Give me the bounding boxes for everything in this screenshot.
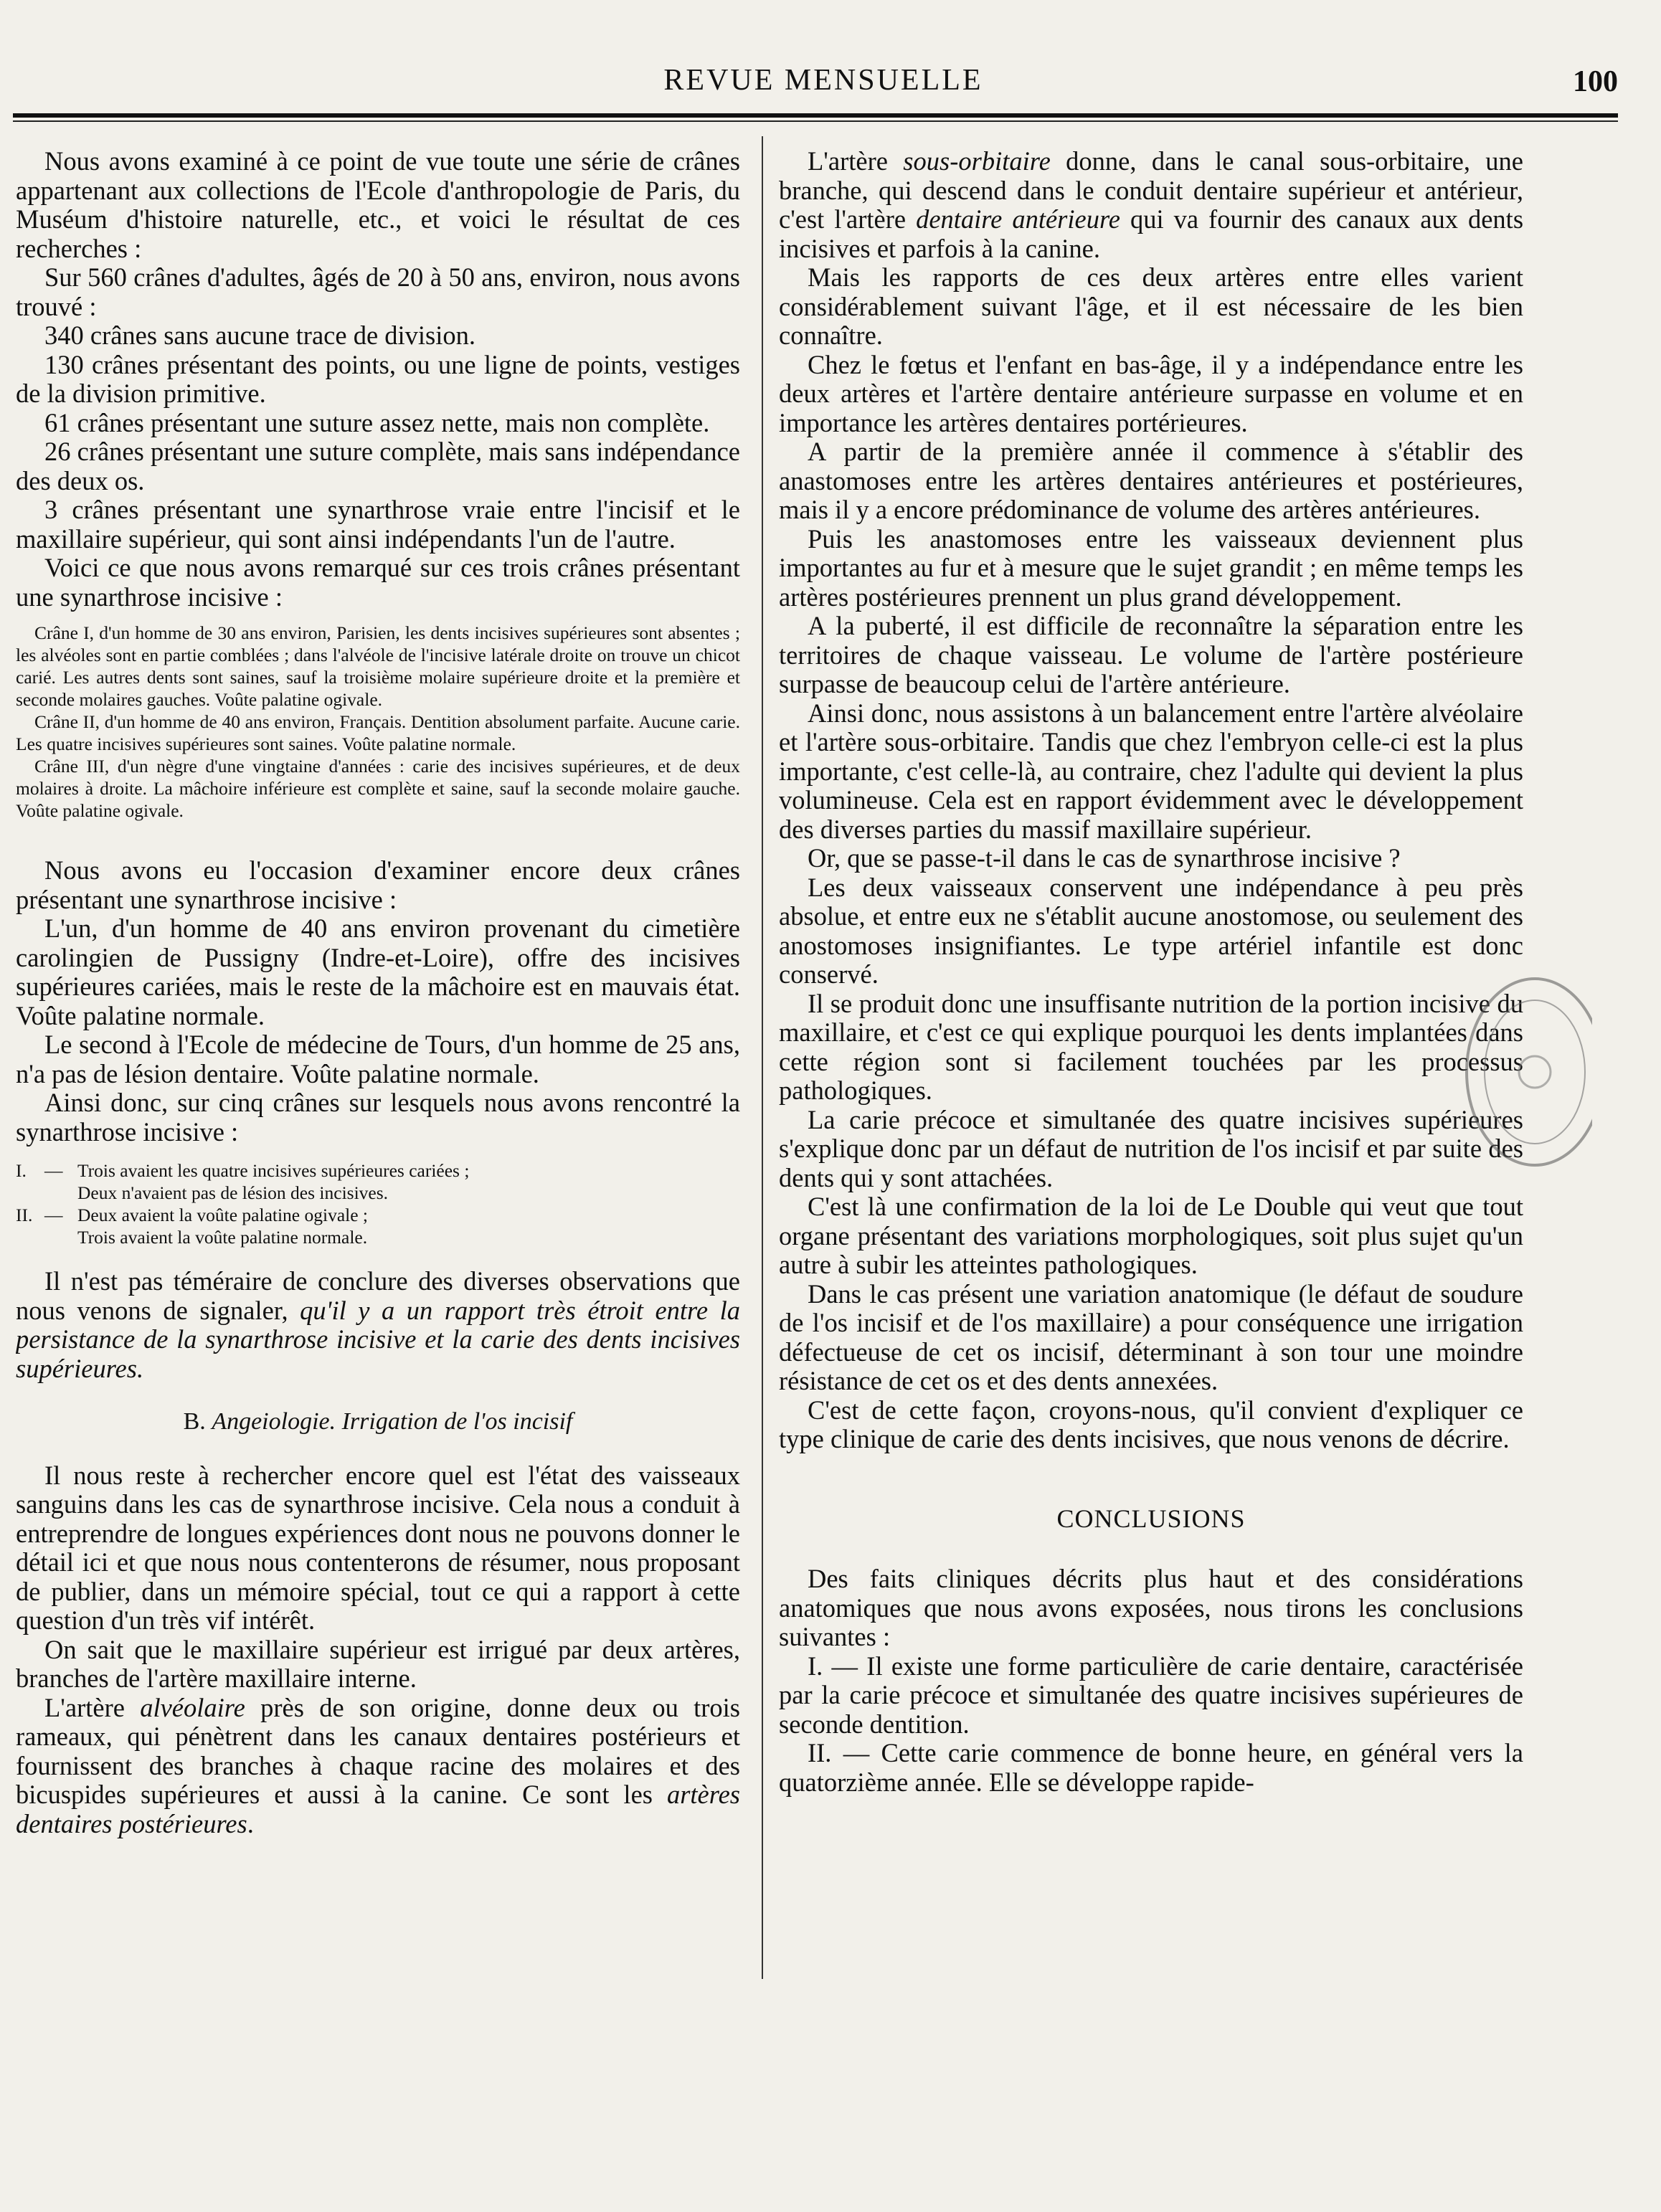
- library-stamp: [1449, 964, 1592, 1179]
- paragraph: C'est là une confirmation de la loi de Le Double qui veut que tout organe présentant des variations morphologiques, soit plus sujet qu'un autre à subir les atteintes pathologiques.: [779, 1192, 1523, 1279]
- paragraph: 3 crânes présentant une synarthrose vraie entre l'incisif et le maxillaire supérieur, qui sont ainsi indépendants l'un de l'autre.: [16, 495, 740, 554]
- summary-list: [16, 1159, 740, 1248]
- list-continuation: Deux n'avaient pas de lésion des incisives.: [77, 1182, 389, 1203]
- paragraph: [16, 1267, 740, 1383]
- paragraph: [779, 147, 1523, 263]
- paragraph: A la puberté, il est difficile de reconnaître la séparation entre les territoires de chaque vaisseau. Le volume de l'artère postérieure surpasse de beaucoup celui de l'artère antérieure.: [779, 611, 1523, 698]
- list-dash: —: [44, 1160, 63, 1181]
- paragraph: Ainsi donc, sur cinq crânes sur lesquels nous avons rencontré la synarthrose incisive :: [16, 1088, 740, 1147]
- paragraph: Il nous reste à rechercher encore quel est l'état des vaisseaux sanguins dans les cas de synarthrose incisive. Cela nous a conduit à entreprendre de longues expériences dont nous ne pouvons donner le détail ici et que nous nous contenterons de résumer, nous proposant de publier, dans un mémoire spécial, tout ce qui a rapport à cette question d'un très vif intérêt.: [16, 1460, 740, 1635]
- skull-note: Crâne I, d'un homme de 30 ans environ, Parisien, les dents incisives supérieures sont absentes ; les alvéoles sont en partie comblées ; dans l'alvéole de l'incisive latérale droite on trouve un chicot carié. Les autres dents sont saines, sauf la troisième molaire supérieure droite et la première et seconde molaires gauches. Voûte palatine ogivale.: [16, 622, 740, 710]
- list-item: [16, 1204, 740, 1226]
- skull-note: Crâne III, d'un nègre d'une vingtaine d'années : carie des incisives supérieures, et de deux molaires à droite. La mâchoire inférieure est complète et saine, sauf la seconde molaire gauche. Voûte palatine ogivale.: [16, 756, 740, 821]
- paragraph: L'un, d'un homme de 40 ans environ provenant du cimetière carolingien de Pussigny (Indre-et-Loire), offre des incisives supérieures cariées, mais le reste de la mâchoire est en mauvais état. Voûte palatine normale.: [16, 913, 740, 1030]
- spacer: [16, 832, 740, 856]
- list-text: Trois avaient les quatre incisives supérieures cariées ;: [77, 1160, 470, 1181]
- paragraph: Ainsi donc, nous assistons à un balancement entre l'artère alvéolaire et l'artère sous-orbitaire. Tandis que chez l'embryon celle-ci est la plus importante, c'est celle-là, au contraire, chez l'adulte qui devient la plus volumineuse. Cela est en rapport évidemment avec le développement des diverses parties du massif maxillaire supérieur.: [779, 698, 1523, 844]
- paragraph: 130 crânes présentant des points, ou une ligne de points, vestiges de la division primitive.: [16, 349, 740, 408]
- paragraph: 26 crânes présentant une suture complète, mais sans indépendance des deux os.: [16, 437, 740, 495]
- paragraph: Puis les anastomoses entre les vaisseaux deviennent plus importantes au fur et à mesure que le sujet grandit ; en même temps les artères postérieures prennent un plus grand développement.: [779, 523, 1523, 612]
- paragraph: Or, que se passe-t-il dans le cas de synarthrose incisive ?: [808, 843, 1401, 873]
- paragraph: Voici ce que nous avons remarqué sur ces trois crânes présentant une synarthrose incisive :: [16, 553, 740, 612]
- running-header: [29, 63, 1618, 113]
- paragraph: II. — Cette carie commence de bonne heure, en général vers la quatorzième année. Elle se développe rapide-: [779, 1738, 1523, 1797]
- list-text: Deux avaient la voûte palatine ogivale ;: [77, 1205, 369, 1225]
- list-item: [16, 1159, 740, 1182]
- paragraph: 61 crânes présentant une suture assez nette, mais non complète.: [44, 407, 710, 437]
- paragraph: La carie précoce et simultanée des quatre incisives supérieures s'explique donc par un défaut de nutrition de l'os incisif et par suite des dents qui y sont attachées.: [779, 1104, 1523, 1192]
- section-title: Angeiologie. Irrigation de l'os incisif: [212, 1408, 573, 1435]
- list-number: II.: [16, 1205, 33, 1225]
- text: qui va fournir des canaux aux dents incisives et parfois à la canine.: [779, 204, 1523, 263]
- paragraph: On sait que le maxillaire supérieur est irrigué par deux artères, branches de l'artère maxillaire interne.: [16, 1634, 740, 1693]
- paragraph: Des faits cliniques décrits plus haut et des considérations anatomiques que nous avons exposées, nous tirons les conclusions suivantes :: [779, 1564, 1523, 1651]
- text: près de son origine, donne deux ou trois rameaux, qui pénètrent dans les canaux dentaires postérieurs et fournissent des branches à chaque racine des molaires et des bicuspides supérieures et aussi à la canine. Ce sont les: [16, 1692, 740, 1809]
- skull-note: Crâne II, d'un homme de 40 ans environ, Français. Dentition absolument parfaite. Aucune carie. Les quatre incisives supérieures sont saines. Voûte palatine normale.: [16, 711, 740, 754]
- emphasis: artères dentaires postérieures: [16, 1780, 740, 1838]
- list-continuation: Trois avaient la voûte palatine normale.: [77, 1227, 368, 1248]
- paragraph: I. — Il existe une forme particulière de carie dentaire, caractérisée par la carie précoce et simultanée des quatre incisives supérieures de seconde dentition.: [779, 1651, 1523, 1739]
- paragraph: Il se produit donc une insuffisante nutrition de la portion incisive du maxillaire, et c'est ce qui explique pourquoi les dents implantées dans cette région sont si facilement touchées par les processus pathologiques.: [779, 988, 1523, 1105]
- paragraph: Sur 560 crânes d'adultes, âgés de 20 à 50 ans, environ, nous avons trouvé :: [16, 262, 740, 321]
- emphasis: dentaire antérieure: [916, 204, 1121, 234]
- text: .: [247, 1808, 254, 1838]
- right-column: [779, 147, 1523, 1797]
- paragraph: C'est de cette façon, croyons-nous, qu'il convient d'expliquer ce type clinique de carie des dents incisives, que nous venons de décrire.: [779, 1395, 1523, 1453]
- journal-title: REVUE MENSUELLE: [663, 64, 983, 97]
- paragraph: 340 crânes sans aucune trace de division.: [44, 321, 476, 350]
- paragraph: [16, 1694, 740, 1839]
- text: donne, dans le canal sous-orbitaire, une branche, qui descend dans le conduit dentaire supérieur et antérieur, c'est l'artère: [779, 147, 1523, 234]
- emphasis: qu'il y a un rapport très étroit entre la persistance de la synarthrose incisive et la carie des dents incisives supérieures.: [16, 1295, 740, 1383]
- list-dash: —: [44, 1205, 63, 1225]
- section-letter: B.: [183, 1408, 206, 1435]
- left-column: [16, 147, 740, 1838]
- list-number: I.: [16, 1160, 27, 1181]
- header-rule-thin: [13, 120, 1618, 122]
- header-rule: [13, 113, 1618, 118]
- section-heading: [16, 1408, 740, 1437]
- paragraph: Nous avons eu l'occasion d'examiner encore deux crânes présentant une synarthrose incisive :: [16, 855, 740, 914]
- text: Il n'est pas téméraire de conclure des diverses observations que nous venons de signaler,: [16, 1266, 740, 1325]
- page-number: 100: [1573, 65, 1618, 98]
- paragraph: A partir de la première année il commence à s'établir des anastomoses entre les artères dentaires antérieures et postérieures, mais il y a encore prédominance de volume des artères antérieures.: [779, 437, 1523, 524]
- column-divider: [762, 136, 763, 1979]
- text: L'artère: [808, 147, 888, 176]
- paragraph: Dans le cas présent une variation anatomique (le défaut de soudure de l'os incisif et de l'os maxillaire) a pour conséquence une irrigation défectueuse de cet os incisif, déterminant à son tour une moindre résistance de cet os et des dents annexées.: [779, 1278, 1523, 1395]
- emphasis: alvéolaire: [140, 1692, 245, 1722]
- paragraph: Nous avons examiné à ce point de vue toute une série de crânes appartenant aux collections de l'Ecole d'anthropologie de Paris, du Muséum d'histoire naturelle, etc., et voici le résultat de ces recherches :: [16, 147, 740, 263]
- emphasis: sous-orbitaire: [903, 147, 1051, 176]
- paragraph: Mais les rapports de ces deux artères entre elles varient considérablement suivant l'âge, et il est nécessaire de les bien connaître.: [779, 262, 1523, 350]
- paragraph: Les deux vaisseaux conservent une indépendance à peu près absolue, et entre eux ne s'établit aucune anostomose, ou seulement des anostomoses insignifiantes. Le type artériel infantile est donc conservé.: [779, 872, 1523, 989]
- text: L'artère: [44, 1692, 125, 1722]
- conclusions-heading: CONCLUSIONS: [1056, 1504, 1246, 1533]
- paragraph: Chez le fœtus et l'enfant en bas-âge, il y a indépendance entre les deux artères et l'artère dentaire antérieure surpasse en volume et en importance les artères dentaires portérieures.: [779, 349, 1523, 437]
- paragraph: Le second à l'Ecole de médecine de Tours, d'un homme de 25 ans, n'a pas de lésion dentaire. Voûte palatine normale.: [16, 1030, 740, 1088]
- skull-descriptions: [16, 622, 740, 822]
